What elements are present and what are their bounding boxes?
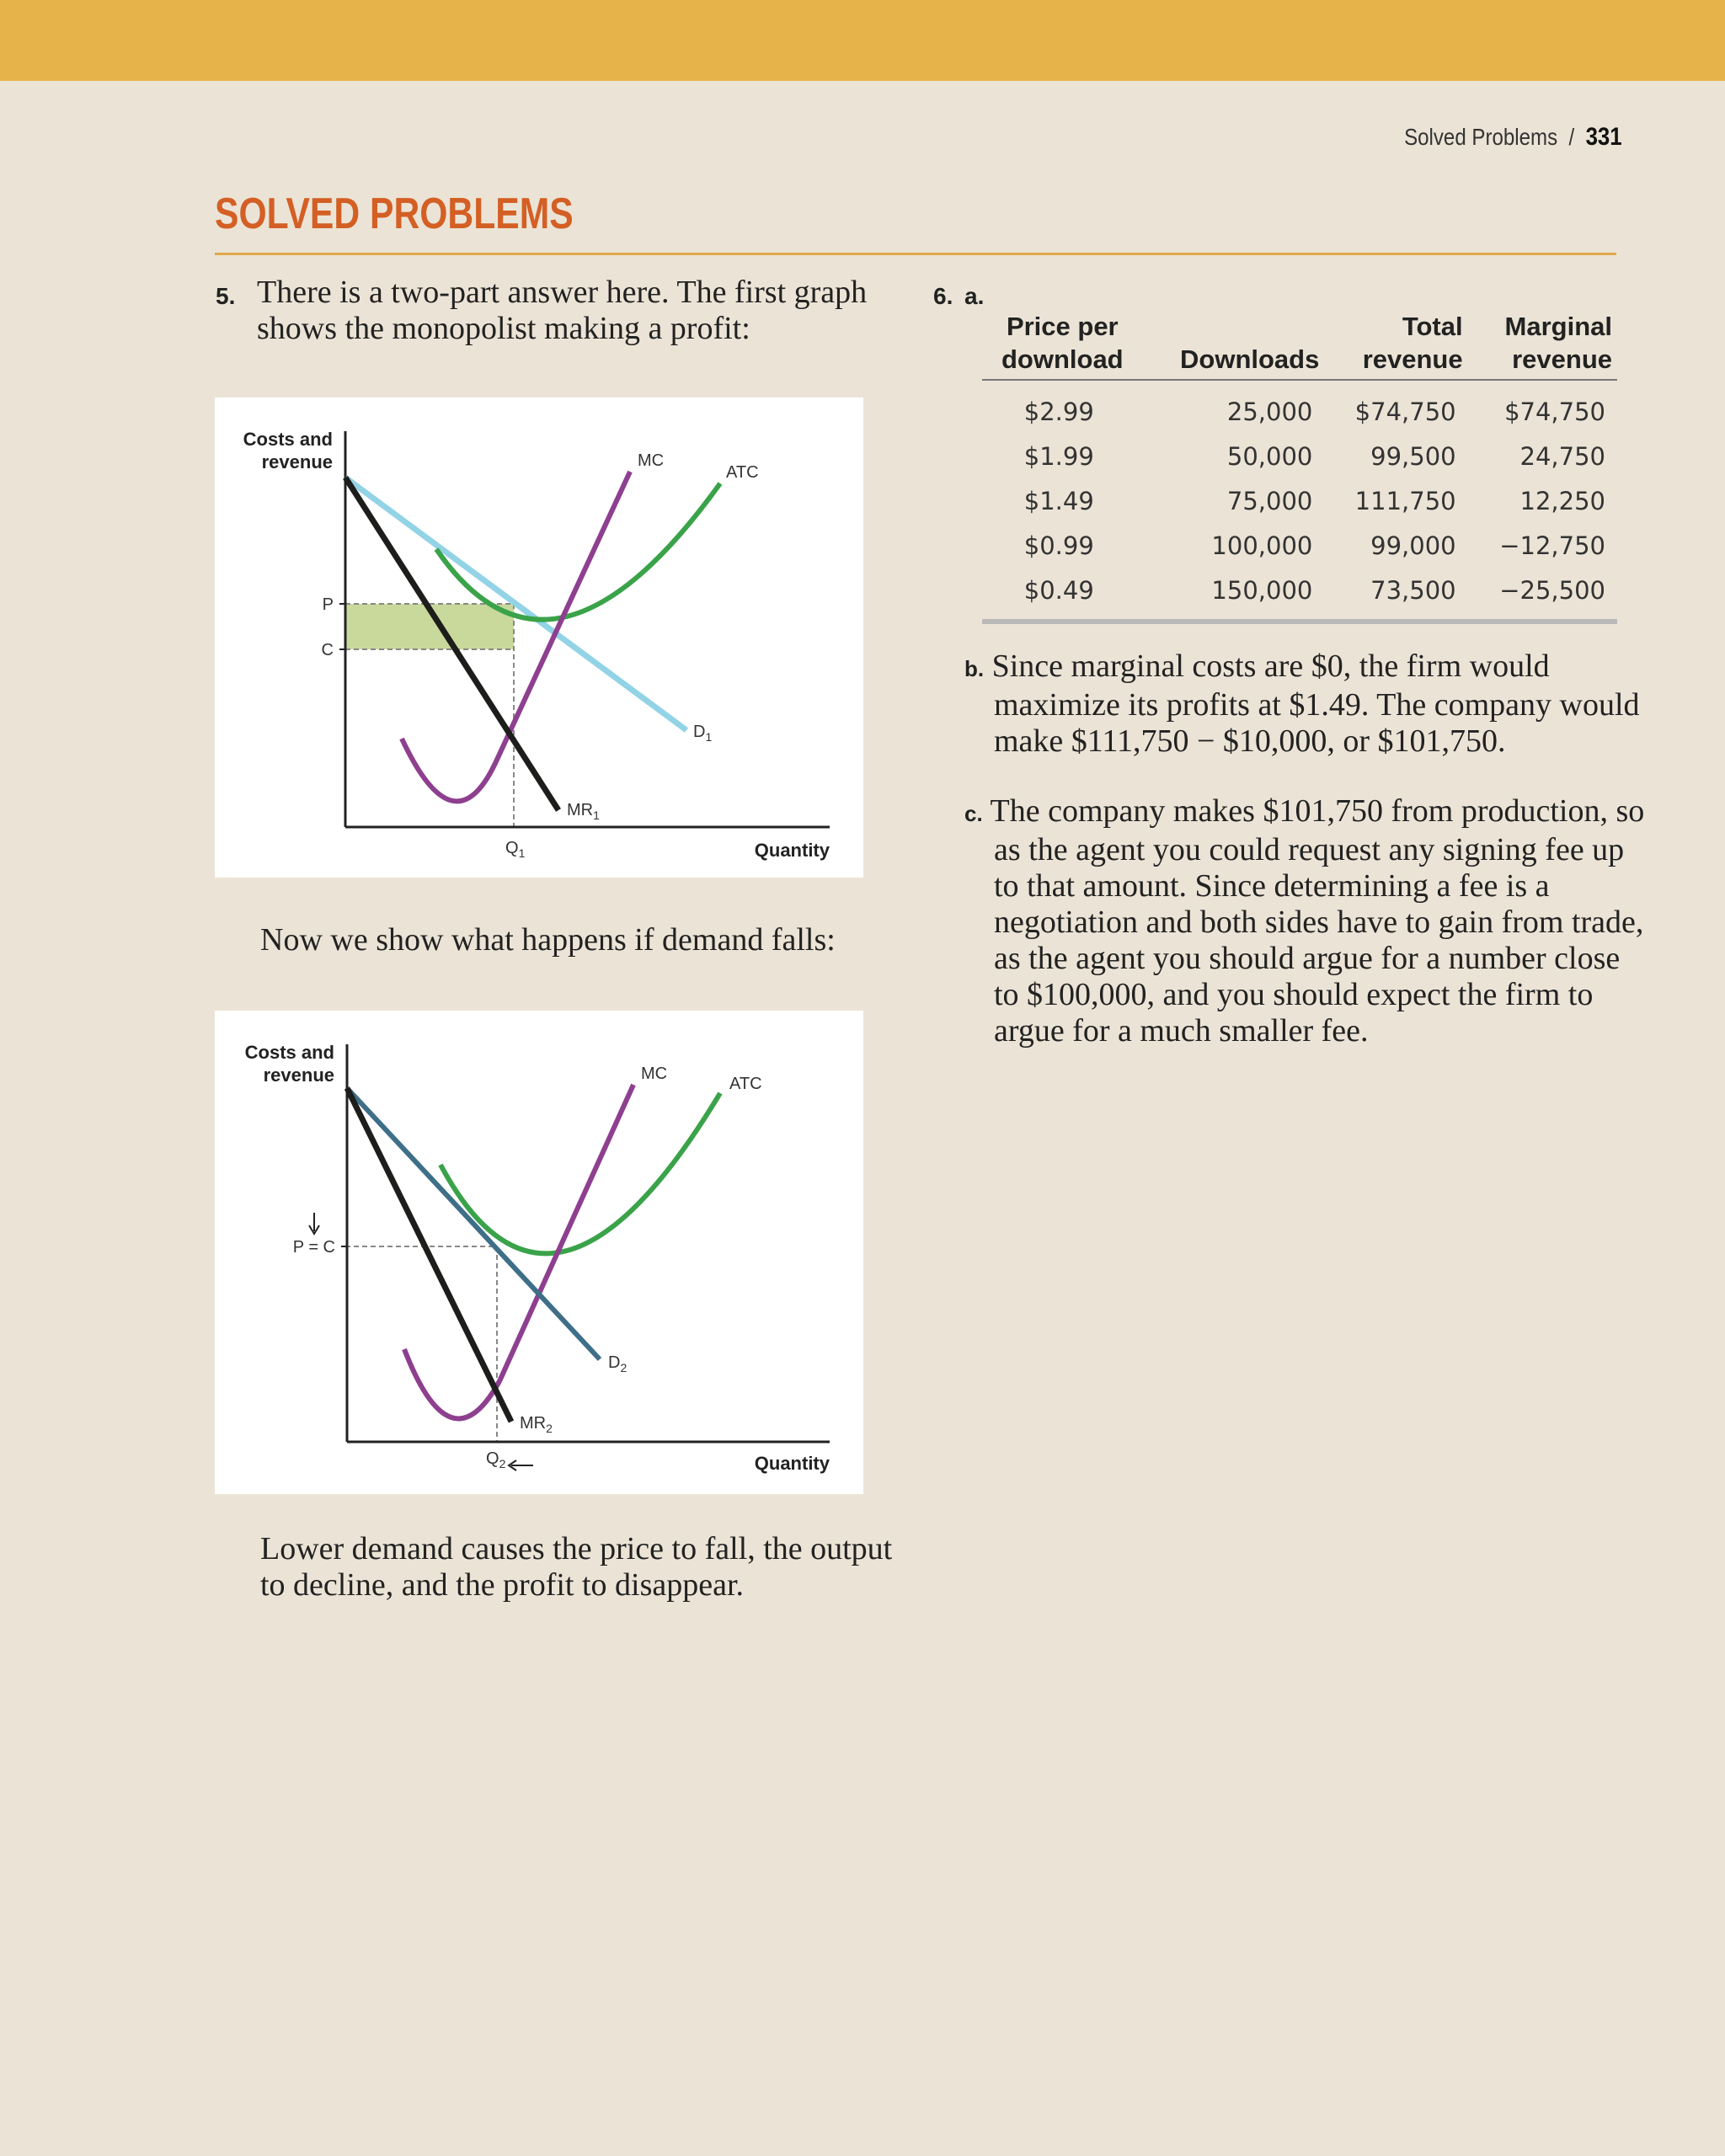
mc-curve	[404, 1085, 633, 1418]
table-header-row	[982, 308, 1617, 380]
cell-total-revenue: 73,500	[1324, 568, 1467, 622]
part-c-text: The company makes $101,750 from production, so as the agent you could request any signing fee up to that amount. Since determining a fee is a negotiation and both sides have to gain from trade, as the agent you should argue for a number close to $100,000, and you should expect the firm to argue for a much smaller fee.	[990, 793, 1645, 1049]
graph-1-svg	[215, 398, 863, 878]
running-head	[1404, 123, 1622, 152]
cell-price: $2.99	[1023, 397, 1094, 426]
page-number: 331	[1585, 123, 1622, 151]
cell-downloads: 25,000	[1226, 397, 1313, 426]
p-label: P	[322, 595, 334, 614]
q-label: $Q_1$	[505, 839, 526, 860]
graph-2-svg	[215, 1011, 863, 1494]
cell-price: $1.99	[1023, 441, 1094, 471]
c-label: C	[321, 641, 334, 659]
mr-label: $MR_1$	[567, 801, 600, 822]
section-rule	[215, 253, 1616, 255]
running-head-separator: /	[1568, 124, 1575, 150]
cell-total-revenue: 99,500	[1370, 441, 1456, 471]
problem-5-conclusion: Lower demand causes the price to fall, the output to decline, and the profit to disappear.	[260, 1531, 893, 1603]
problem-6-number: 6.	[933, 283, 953, 309]
cell-total-revenue: $74,750	[1354, 397, 1456, 426]
demand-curve	[347, 1088, 600, 1359]
section-title: SOLVED PROBLEMS	[215, 189, 574, 238]
mc-label: MC	[641, 1065, 668, 1083]
cell-downloads: 75,000	[1226, 486, 1313, 515]
atc-curve	[436, 483, 720, 620]
table-row	[982, 478, 1617, 523]
cell-price: $0.49	[982, 568, 1143, 622]
cell-marginal-revenue: $74,750	[1504, 397, 1605, 426]
demand-label: $D_2$	[608, 1353, 628, 1374]
figure-demand-falls	[215, 1011, 863, 1494]
atc-curve	[441, 1093, 720, 1253]
problem-5-number: 5.	[216, 283, 236, 309]
part-b-text: Since marginal costs are $0, the firm would maximize its profits at $1.49. The company would make $111,750 − $10,000, or $101,750.	[991, 648, 1640, 759]
mr-label: $MR_2$	[520, 1414, 553, 1435]
atc-label: ATC	[729, 1075, 762, 1093]
part-c-label: c.	[964, 801, 983, 826]
top-color-bar	[0, 0, 1725, 81]
demand-falls-text: Now we show what happens if demand falls:	[260, 922, 836, 958]
part-b	[964, 648, 1651, 760]
revenue-table	[982, 308, 1617, 624]
cell-downloads: 50,000	[1226, 441, 1313, 471]
header-marginal-revenue: Marginal revenue	[1468, 308, 1617, 380]
part-c	[964, 793, 1651, 1049]
y-axis-label-line1: Costs and	[244, 1042, 334, 1063]
cell-marginal-revenue: 12,250	[1519, 486, 1605, 515]
atc-label: ATC	[726, 463, 759, 482]
figure-monopoly-profit	[215, 398, 863, 878]
table-row	[982, 380, 1617, 434]
cell-downloads: 150,000	[1143, 568, 1325, 622]
cell-marginal-revenue: −25,500	[1468, 568, 1617, 622]
demand-label: $D_1$	[693, 723, 713, 744]
cell-downloads: 100,000	[1211, 531, 1313, 560]
y-axis-label-line1: Costs and	[243, 429, 333, 450]
q-label: $Q_2$	[486, 1449, 506, 1470]
cell-marginal-revenue: 24,750	[1519, 441, 1605, 471]
x-axis-label: Quantity	[754, 1453, 830, 1474]
table-row	[982, 568, 1617, 622]
cell-marginal-revenue: −12,750	[1499, 531, 1605, 560]
part-a-label: a.	[964, 283, 985, 309]
cell-price: $0.99	[1023, 531, 1094, 560]
cell-total-revenue: 111,750	[1354, 486, 1456, 515]
part-b-label: b.	[964, 656, 985, 681]
table-row	[982, 523, 1617, 568]
y-axis-label-line2: revenue	[263, 1065, 334, 1086]
pc-label: P = C	[292, 1238, 335, 1257]
header-total-revenue: Total revenue	[1324, 308, 1467, 380]
x-axis-label: Quantity	[754, 840, 830, 861]
header-price: Price per download	[982, 308, 1143, 380]
table-row	[982, 434, 1617, 478]
cell-price: $1.49	[1023, 486, 1094, 515]
header-downloads: Downloads	[1143, 308, 1325, 380]
cell-total-revenue: 99,000	[1370, 531, 1456, 560]
y-axis-label-line2: revenue	[261, 451, 333, 472]
problem-5-intro: There is a two-part answer here. The first graph shows the monopolist making a profit:	[257, 275, 868, 346]
mr-curve	[347, 1088, 511, 1422]
mc-label: MC	[638, 451, 665, 470]
running-title: Solved Problems	[1404, 124, 1558, 150]
